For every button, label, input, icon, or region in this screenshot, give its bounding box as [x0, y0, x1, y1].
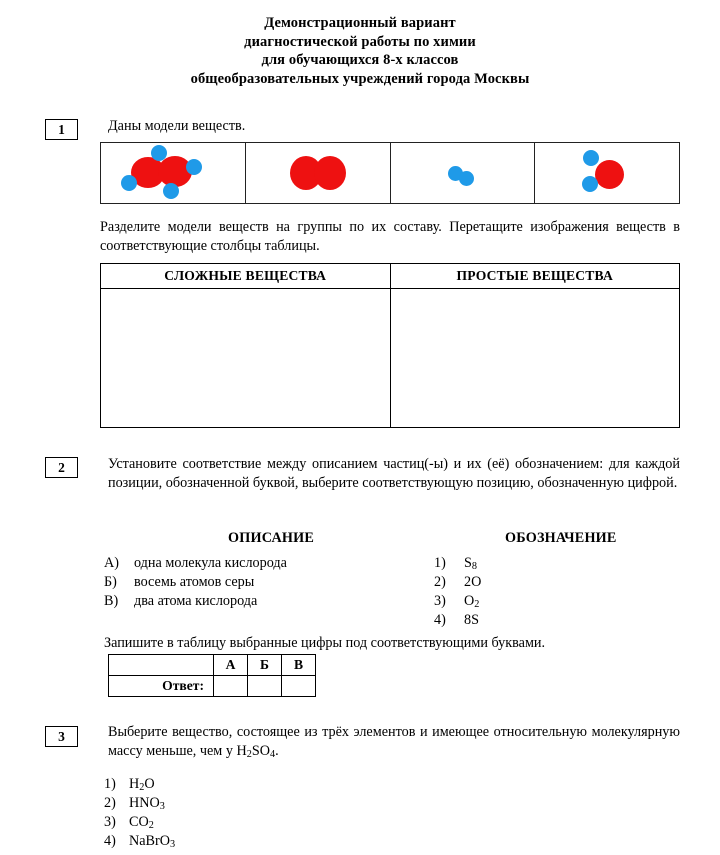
task2-answer-instruction: Запишите в таблицу выбранные цифры под соответствующими буквами.: [104, 635, 546, 651]
model-cell-1[interactable]: [101, 143, 246, 203]
model-cell-3[interactable]: [391, 143, 536, 203]
answer-value-row: [109, 676, 316, 697]
designation-marker: 2): [434, 574, 446, 590]
task1-instruction: Разделите модели веществ на группы по их составу. Перетащите изображения веществ в соответствующие столбцы таблицы.: [100, 219, 680, 254]
header-complex-substances: СЛОЖНЫЕ ВЕЩЕСТВА: [101, 264, 391, 288]
atom-blue: [121, 175, 137, 191]
atom-blue: [163, 183, 179, 199]
title-line-3: для обучающихся 8-х классов: [261, 52, 459, 68]
task2-left-column-header: ОПИСАНИЕ: [228, 530, 315, 546]
atom-red: [314, 156, 346, 190]
atom-red: [595, 160, 624, 189]
answer-row-label: Ответ:: [109, 676, 214, 697]
description-text: два атома кислорода: [134, 593, 258, 609]
answer-header-row: [109, 655, 316, 676]
task2-prompt: Установите соответствие между описанием частиц(-ы) и их (её) обозначением: для каждой позиции, обозначенной буквой, выберите соответствующую позицию, обозначенную цифрой.: [108, 456, 680, 491]
task2-answer-table: [108, 654, 316, 697]
task1-prompt: Даны модели веществ.: [108, 118, 246, 134]
description-item-b[interactable]: [104, 573, 254, 593]
atom-blue: [582, 176, 598, 192]
option-marker: 3): [104, 814, 116, 830]
atom-blue: [186, 159, 202, 175]
description-item-c[interactable]: [104, 592, 257, 612]
designation-marker: 1): [434, 555, 446, 571]
task1-classification-table: [100, 263, 680, 428]
answer-letter-c: В: [282, 655, 316, 676]
classification-body-row: [101, 289, 679, 427]
task3-prompt: [108, 723, 680, 764]
atom-blue: [459, 171, 474, 186]
option-formula: $CO_2$: [129, 814, 154, 832]
task3-prompt-text: Выберите вещество, состоящее из трёх элементов и имеющее относительную молекулярную массу меньше, чем у H: [108, 724, 680, 759]
designation-formula: $O_2$: [464, 593, 480, 611]
task1-models-strip: [100, 142, 680, 204]
designation-marker: 3): [434, 593, 446, 609]
answer-letter-a: А: [214, 655, 248, 676]
option-marker: 4): [104, 833, 116, 849]
answer-empty-corner: [109, 655, 214, 676]
designation-formula: $S_8$: [464, 555, 477, 573]
description-text: восемь атомов серы: [134, 574, 255, 590]
description-marker: А): [104, 555, 119, 571]
title-line-4: общеобразовательных учреждений города Москвы: [190, 70, 530, 87]
title-line-2: диагностической работы по химии: [244, 33, 476, 50]
title-line-1: Демонстрационный вариант: [264, 15, 456, 31]
designation-formula: 2O: [464, 574, 482, 590]
header-simple-substances: ПРОСТЫЕ ВЕЩЕСТВА: [456, 268, 613, 283]
model-cell-4[interactable]: [535, 143, 679, 203]
designation-item-4[interactable]: [434, 611, 479, 634]
classification-header-row: [101, 264, 679, 289]
dropzone-simple-substances[interactable]: [391, 289, 680, 427]
atom-blue: [151, 145, 167, 161]
answer-input-b[interactable]: [248, 676, 282, 697]
task3-prompt-text3: .: [275, 743, 279, 759]
task-number-3: 3: [45, 726, 78, 747]
answer-letter-b: Б: [248, 655, 282, 676]
description-marker: В): [104, 593, 119, 609]
option-formula: NaBrO$_3$: [129, 833, 176, 851]
task3-prompt-text2: SO: [251, 743, 270, 759]
answer-input-c[interactable]: [282, 676, 316, 697]
task3-option-4[interactable]: [104, 832, 175, 855]
option-marker: 1): [104, 776, 116, 792]
task-number-2: 2: [45, 457, 78, 478]
task2-right-column-header: ОБОЗНАЧЕНИЕ: [505, 530, 617, 546]
document-title: [0, 14, 720, 88]
designation-formula: 8S: [464, 612, 479, 628]
designation-marker: 4): [434, 612, 446, 628]
description-marker: Б): [104, 574, 117, 590]
answer-input-a[interactable]: [214, 676, 248, 697]
option-marker: 2): [104, 795, 116, 811]
option-formula: $H_2O$: [129, 776, 155, 794]
task3-prompt-sub1: 2: [246, 749, 252, 761]
description-text: одна молекула кислорода: [134, 555, 287, 571]
dropzone-complex-substances[interactable]: [101, 289, 391, 427]
description-item-a[interactable]: [104, 554, 287, 574]
atom-blue: [583, 150, 599, 166]
option-formula: $HNO_3$: [129, 795, 165, 813]
task3-prompt-sub2: 4: [269, 749, 276, 761]
task-number-1: 1: [45, 119, 78, 140]
model-cell-2[interactable]: [246, 143, 391, 203]
